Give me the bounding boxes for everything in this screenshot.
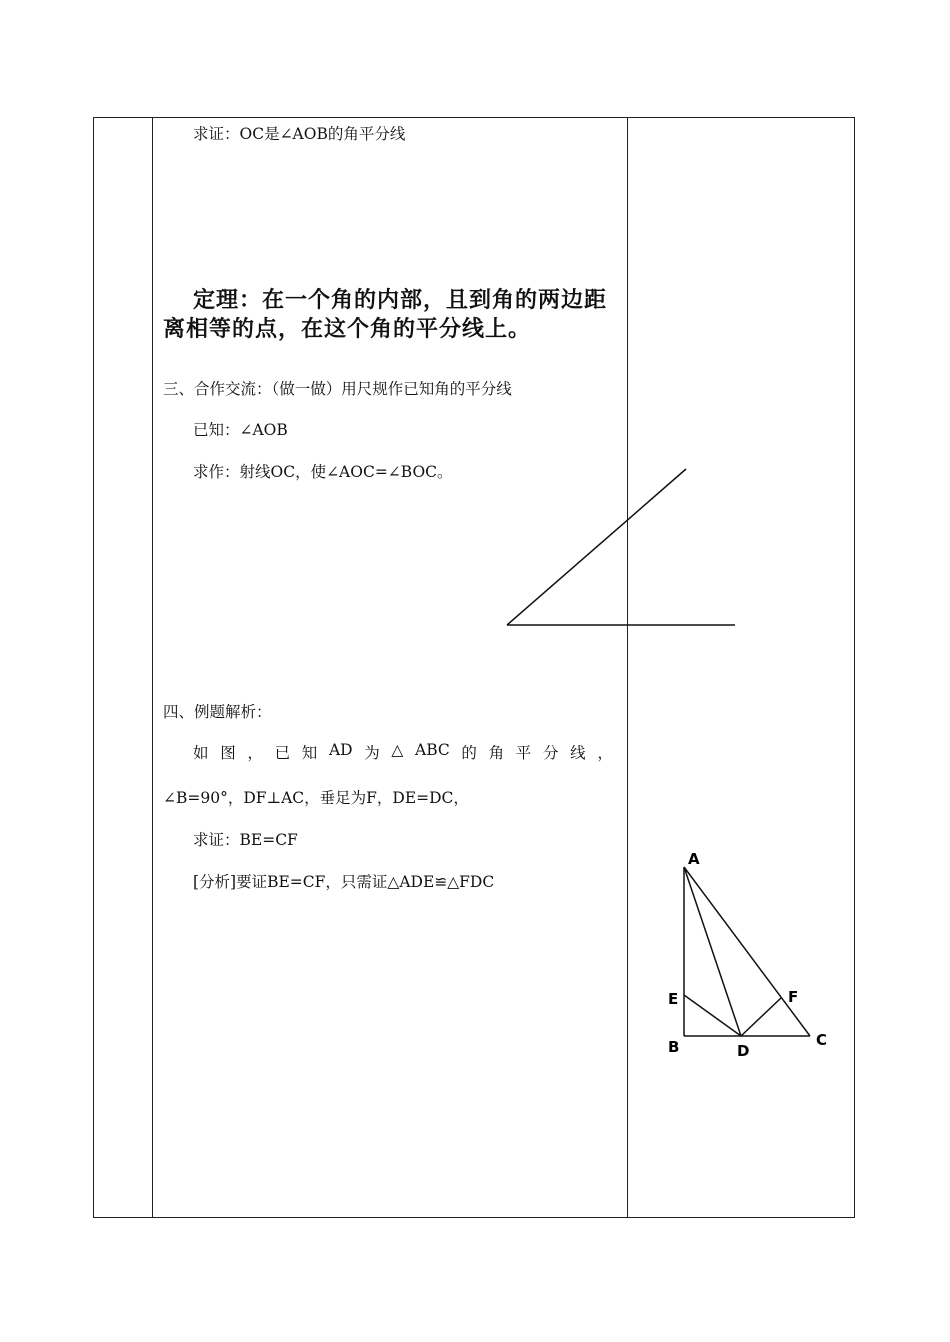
example-token: 知 xyxy=(301,744,318,762)
point-label-d: D xyxy=(737,1042,750,1060)
example-token: 角 xyxy=(488,744,505,762)
segment-ac xyxy=(684,867,810,1036)
analysis-text: [分析]要证BE=CF，只需证△ADE≌△FDC xyxy=(193,873,495,891)
example-token: 的 xyxy=(461,744,477,762)
example-token: 平 xyxy=(515,744,532,762)
segment-de xyxy=(684,995,741,1036)
example-token: AD xyxy=(328,741,353,759)
example-token: 已 xyxy=(274,744,291,762)
example-token: ， xyxy=(247,744,263,762)
segment-ad xyxy=(684,867,741,1036)
section3-heading: 三、合作交流：（做一做）用尺规作已知角的平分线 xyxy=(163,380,512,398)
triangle-abc-figure xyxy=(684,867,810,1036)
segment-df xyxy=(741,998,781,1036)
point-label-b: B xyxy=(668,1038,680,1056)
example-token: ABC xyxy=(415,741,450,759)
point-label-e: E xyxy=(668,990,679,1008)
example-line-2: ∠B=90°，DF⊥AC，垂足为F，DE=DC， xyxy=(163,789,469,807)
example-token: 分 xyxy=(542,744,559,762)
angle-ray-oa xyxy=(507,469,686,625)
example-token: 如 xyxy=(193,744,209,762)
given-text: 已知：∠AOB xyxy=(193,421,288,439)
point-label-f: F xyxy=(788,988,799,1006)
prove-oc-text: 求证：OC是∠AOB的角平分线 xyxy=(193,125,406,143)
prove-be-cf: 求证：BE=CF xyxy=(193,831,298,849)
point-label-c: C xyxy=(816,1031,828,1049)
section4-heading: 四、例题解析： xyxy=(163,703,272,721)
example-token: ， xyxy=(597,744,613,762)
example-token: 图 xyxy=(220,744,236,762)
angle-aob-figure xyxy=(507,469,735,625)
point-label-a: A xyxy=(688,850,700,868)
example-token: △ xyxy=(391,741,404,759)
example-token: 为 xyxy=(364,744,380,762)
construct-text: 求作：射线OC，使∠AOC=∠BOC。 xyxy=(193,463,453,481)
example-token: 线 xyxy=(570,744,586,762)
theorem-text: 定理：在一个角的内部，且到角的两边距离相等的点，在这个角的平分线上。 xyxy=(163,288,608,342)
